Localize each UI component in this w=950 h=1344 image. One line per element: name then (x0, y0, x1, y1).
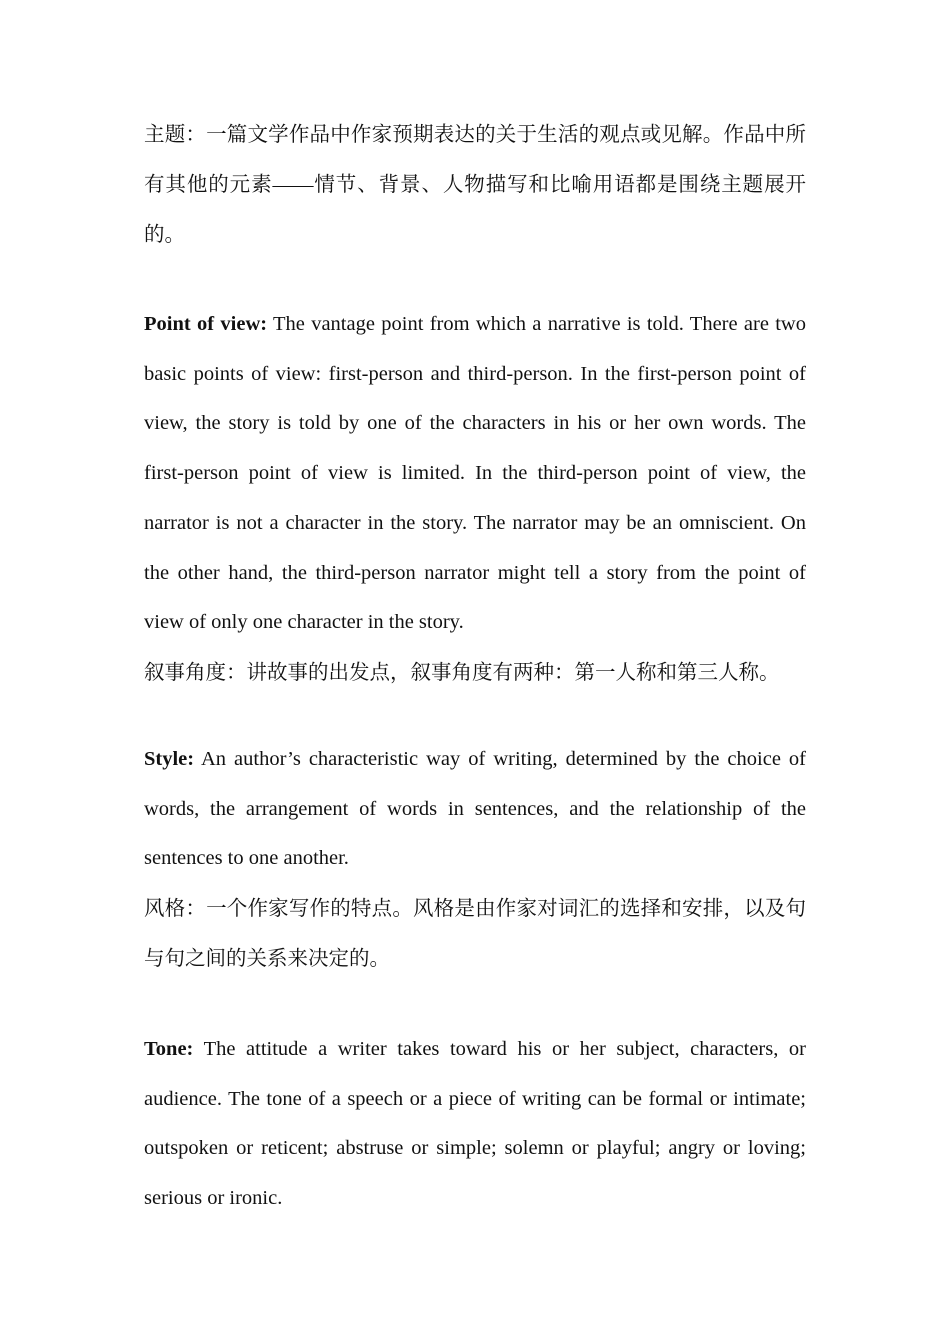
document-page (144, 110, 806, 1224)
style-term: Style: (144, 747, 195, 770)
paragraph-spacer (144, 984, 806, 1025)
tone-definition (144, 1025, 806, 1224)
point-of-view-text: The vantage point from which a narrative is told. There are two basic points of view: first-person and third-person. In the first-person point of view, the story is told by one of the characters in his or her own words. The first-person point of view is limited. In the third-person point of view, the narrator is not a character in the story. The narrator may be an omniscient. On the other hand, the third-person narrator might tell a story from the point of view of only one character in the story. (144, 313, 806, 634)
paragraph-spacer (144, 698, 806, 735)
theme-definition-zh: 主题：一篇文学作品中作家预期表达的关于生活的观点或见解。作品中所有其他的元素——情节、背景、人物描写和比喻用语都是围绕主题展开的。 (144, 124, 806, 246)
tone-text: The attitude a writer takes toward his or her subject, characters, or audience. The tone of a speech or a piece of writing can be formal or intimate; outspoken or reticent; abstruse or simple; solemn or playful; angry or loving; serious or ironic. (144, 1038, 806, 1210)
style-definition (144, 735, 806, 884)
paragraph-spacer (144, 260, 806, 300)
point-of-view-term: Point of view: (144, 313, 268, 335)
style-text: An author’s characteristic way of writing, determined by the choice of words, the arrangement of words in sentences, and the relationship of the sentences to one another. (144, 747, 806, 870)
style-definition-zh: 风格：一个作家写作的特点。风格是由作家对词汇的选择和安排，以及句与句之间的关系来决定的。 (144, 898, 806, 971)
point-of-view-definition-zh: 叙事角度：讲故事的出发点，叙事角度有两种：第一人称和第三人称。 (144, 661, 780, 684)
point-of-view-definition (144, 300, 806, 648)
tone-term: Tone: (144, 1038, 194, 1061)
